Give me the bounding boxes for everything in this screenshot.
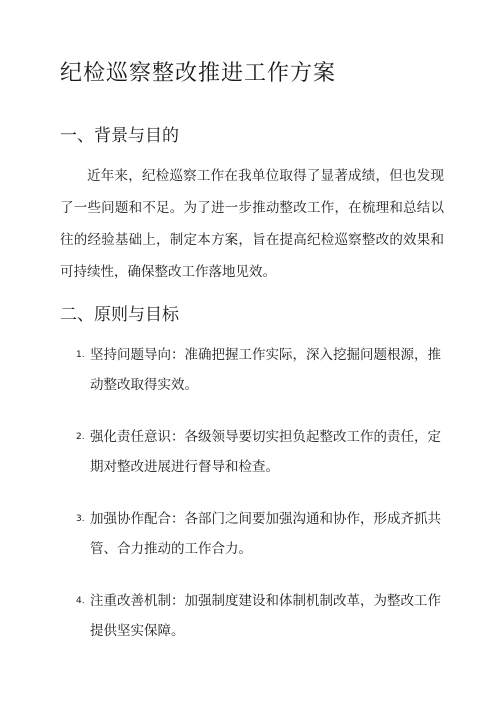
principles-list	[60, 340, 450, 668]
list-item-number: 4.	[76, 596, 85, 606]
background-paragraph: 近年来，纪检巡察工作在我单位取得了显著成绩，但也发现了一些问题和不足。为了进一步推动整改工作，在梳理和总结以往的经验基础上，制定本方案，旨在提高纪检巡察整改的效果和可持续性，确保整改工作落地见效。	[60, 168, 444, 280]
list-item-number: 2.	[76, 432, 85, 442]
list-item	[60, 586, 450, 646]
document-title: 纪检巡察整改推进工作方案	[60, 61, 337, 86]
list-item-text: 加强协作配合：各部门之间要加强沟通和协作，形成齐抓共管、合力推动的工作合力。	[90, 511, 441, 557]
list-item-number: 1.	[76, 350, 85, 360]
list-item-text: 注重改善机制：加强制度建设和体制机制改革，为整改工作提供坚实保障。	[90, 593, 441, 639]
list-item	[60, 340, 450, 400]
list-item-number: 3.	[76, 514, 85, 524]
section-heading-principles: 二、原则与目标	[60, 305, 179, 325]
section-heading-background: 一、背景与目的	[60, 126, 179, 146]
list-item	[60, 422, 450, 482]
list-item	[60, 504, 450, 564]
list-item-text: 坚持问题导向：准确把握工作实际，深入挖掘问题根源，推动整改取得实效。	[90, 347, 441, 393]
list-item-text: 强化责任意识：各级领导要切实担负起整改工作的责任，定期对整改进展进行督导和检查。	[90, 429, 441, 475]
